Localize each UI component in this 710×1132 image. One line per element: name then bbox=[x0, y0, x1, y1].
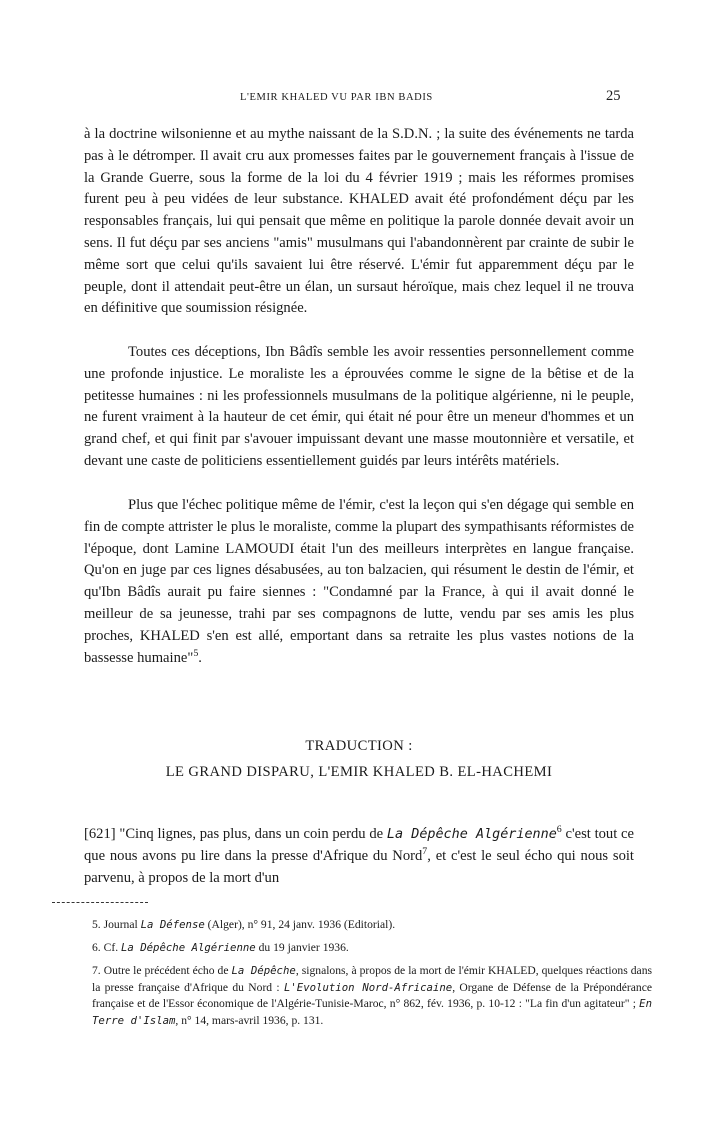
footnote-7-part-b: , signalons, à propos de la mort de l'émir KHALED, quelques réactions dans la presse française d'Afrique du Nord : bbox=[92, 964, 653, 994]
footnote-7-part-c: , Organe de Défense de la Prépondérance française et de l'Essor économique de l'Algérie-Tunisie-Maroc, n° 862, fév. 1936, p. 10-12 : "La fin d'un agitateur" ; bbox=[92, 980, 652, 1011]
page-number: 25 bbox=[606, 88, 621, 104]
section-title: LE GRAND DISPARU, L'EMIR KHALED B. EL-HACHEMI bbox=[165, 764, 553, 780]
footnote-7-title-1: La Dépêche bbox=[231, 964, 296, 977]
paragraph-4-mid: c'est tout ce que nous avons pu lire dans la presse d'Afrique du Nord bbox=[84, 826, 634, 864]
paragraph-1: à la doctrine wilsonienne et au mythe naissant de la S.D.N. ; la suite des événements ne tarda pas à le détromper. Il avait cru aux promesses faites par le gouvernement français à l'issue de la Grande Guerre, sous la forme de la loi du 4 février 1919 ; mais les réformes promises furent peu à peu vidées de leur substance. KHALED avait été profondément déçu par les responsables français, lui qui pensait que même en politique la parole donnée devait avoir un sens. Il fut déçu par ses anciens "amis" musulmans qui l'abandonnèrent par crainte de subir le même sort que celui qu'ils savaient lui être réservé. L'émir fut apparemment déçu par le peuple, dont il attendait peut-être un élan, un sursaut héroïque, mais chez lequel il ne trouva en définitive que soumission résignée. bbox=[84, 126, 634, 317]
paragraph-4 bbox=[84, 824, 634, 889]
footnote-divider bbox=[52, 902, 148, 903]
footnote-7-part-d: , n° 14, mars-avril 1936, p. 131. bbox=[175, 1013, 324, 1027]
paragraph-3: Plus que l'échec politique même de l'émir, c'est la leçon qui s'en dégage qui semble en fin de compte attrister le plus le moraliste, comme la plupart des sympathisants réformistes de l'époque, dont Lamine LAMOUDI était l'un des meilleurs interprètes en langue française. Qu'on en juge par ces lignes désabusées, au ton balzacien, qui résument le destin de l'émir, et qu'Ibn Bâdîs aurait pu faire siennes : "Condamné par la France, à qui il avait donné le meilleur de sa jeunesse, trahi par ses compagnons de lutte, vendu par ses amis les plus proches, KHALED s'en est allé, emportant dans sa retraite les plus vastes notions de la bassesse humaine"$^5$. bbox=[84, 497, 634, 666]
paragraph-3-text: Plus que l'échec politique même de l'émir, c'est la leçon qui s'en dégage qui semble en fin de compte attrister le plus le moraliste, comme la plupart des sympathisants réformistes de l'époque, dont Lamine LAMOUDI était l'un des meilleurs interprètes en langue française. Qu'on en juge par ces lignes désabusées, au ton balzacien, qui résument le destin de l'émir, et qu'Ibn Bâdîs aurait pu faire siennes : "Condamné par la France, à qui il avait donné le meilleur de sa jeunesse, trahi par ses compagnons de lutte, vendu par ses amis les plus proches, KHALED s'en est allé, emportant dans sa retraite les plus vastes notions de la bassesse humaine" bbox=[84, 497, 634, 666]
footnote-7-title-2: L'Evolution Nord-Africaine bbox=[283, 980, 453, 994]
footnote-5-title: La Défense bbox=[140, 918, 205, 931]
footnote-ref-6: 6 bbox=[556, 824, 562, 836]
footnote-6 bbox=[92, 940, 652, 957]
footnote-ref-5: 5 bbox=[193, 647, 199, 659]
newspaper-title: La Dépêche Algérienne bbox=[386, 827, 557, 842]
footnote-5-rest: (Alger), n° 91, 24 janv. 1936 (Editorial). bbox=[204, 918, 396, 931]
footnote-6-lead: 6. Cf. bbox=[92, 941, 121, 954]
footnote-ref-7: 7 bbox=[422, 845, 428, 857]
paragraph-4-end: , et c'est le seul écho qui nous soit parvenu, à propos de la mort d'un bbox=[84, 847, 634, 886]
footnote-5 bbox=[92, 917, 652, 934]
footnote-6-title: La Dépêche Algérienne bbox=[120, 941, 256, 954]
footnote-7-lead: 7. Outre le précédent écho de bbox=[92, 964, 232, 977]
footnote-5-lead: 5. Journal bbox=[92, 918, 141, 931]
running-head: L'EMIR KHALED VU PAR IBN BADIS bbox=[240, 92, 433, 103]
footnote-6-rest: du 19 janvier 1936. bbox=[255, 941, 349, 954]
paragraph-2: Toutes ces déceptions, Ibn Bâdîs semble les avoir ressenties personnellement comme une profonde injustice. Le moraliste les a éprouvées comme le signe de la bêtise et de la petitesse humaines : ni les professionnels musulmans de la politique algérienne, ni le peuple, ne furent vraiment à la hauteur de cet émir, qui était né pour être un meneur d'hommes et un grand chef, et qui finit par s'avouer impuissant devant une masse moutonnière et versatile, et devant une caste de politiciens essentiellement guidés par leurs intérêts matériels. bbox=[84, 344, 634, 469]
section-label: TRADUCTION : bbox=[305, 738, 413, 754]
footnote-7-title-3: En Terre d'Islam bbox=[92, 997, 652, 1027]
footnote-7 bbox=[72, 963, 652, 1029]
paragraph-4-start: [621] "Cinq lignes, pas plus, dans un coin perdu de bbox=[84, 826, 387, 842]
